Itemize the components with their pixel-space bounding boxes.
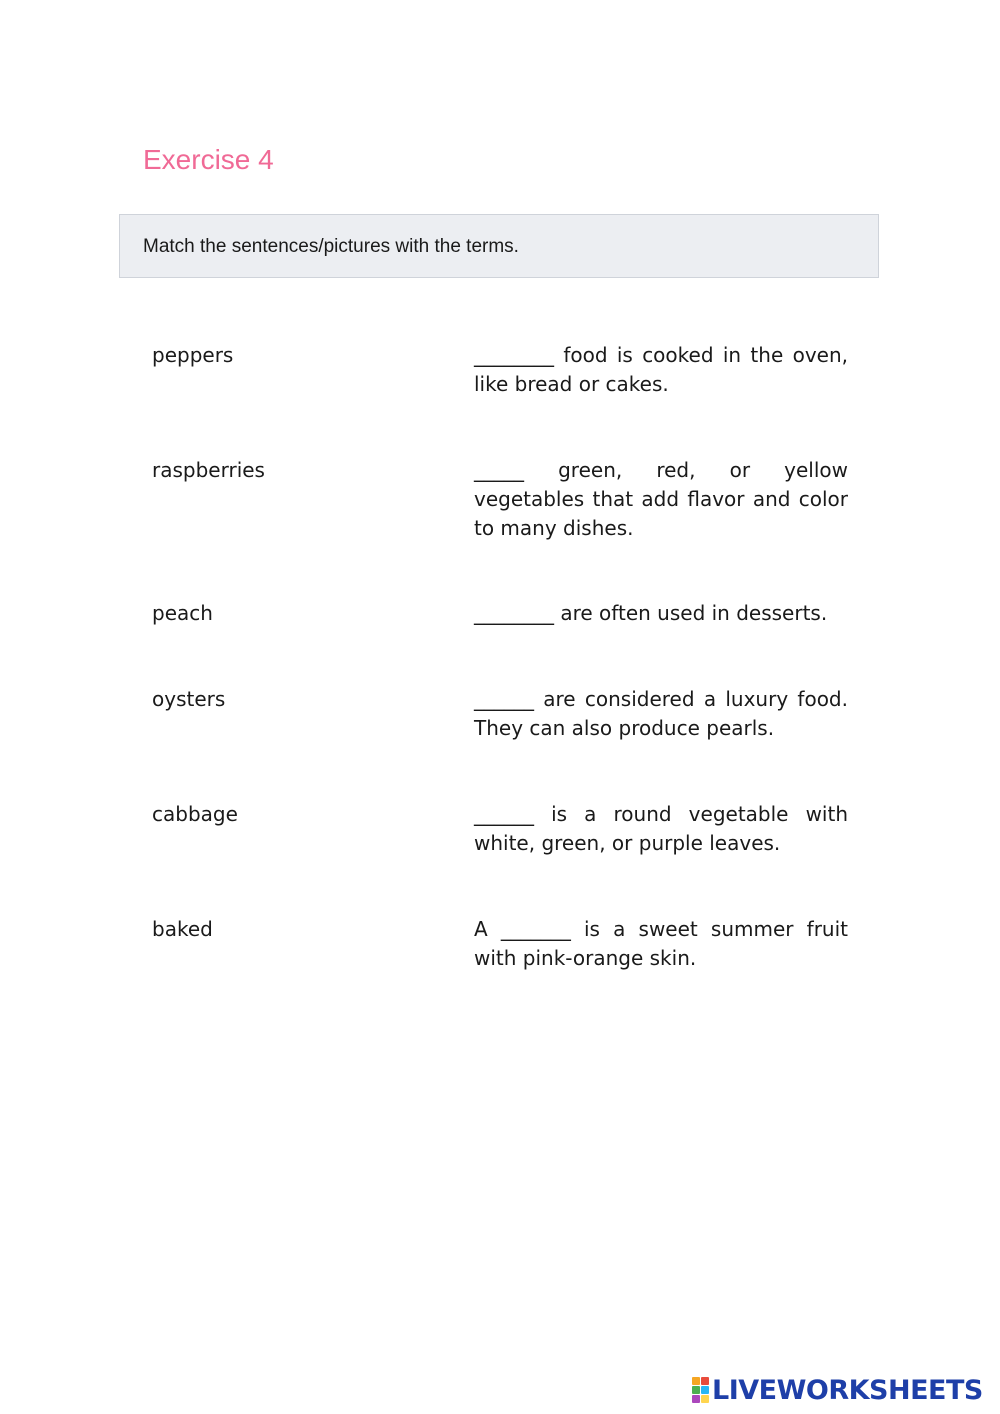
match-row [152,800,848,890]
sentence-item[interactable]: ________ food is cooked in the oven, like bread or cakes. [474,343,848,396]
logo-square [692,1377,700,1385]
sentence-item[interactable]: ________ are often used in desserts. [474,601,828,625]
match-row [152,341,848,431]
sentence-item[interactable]: _____ green, red, or yellow vegetables that add flavor and color to many dishes. [474,458,848,540]
instructions-text: Match the sentences/pictures with the terms. [143,236,519,257]
match-row [152,685,848,775]
term-item[interactable]: peach [152,601,213,625]
logo-square [692,1395,700,1403]
sentence-item[interactable]: ______ is a round vegetable with white, green, or purple leaves. [474,802,848,855]
term-item[interactable]: baked [152,917,213,941]
match-row [152,456,848,546]
brand-name: LIVEWORKSHEETS [712,1374,983,1406]
term-item[interactable]: peppers [152,343,234,367]
instructions-box [119,214,879,278]
liveworksheets-logo-icon [692,1377,709,1403]
match-row [152,915,848,1005]
logo-square [701,1395,709,1403]
term-item[interactable]: oysters [152,687,226,711]
exercise-title: Exercise 4 [143,144,274,175]
logo-square [701,1386,709,1394]
sentence-item[interactable]: A _______ is a sweet summer fruit with pink-orange skin. [474,917,848,970]
term-item[interactable]: raspberries [152,458,265,482]
sentence-item[interactable]: ______ are considered a luxury food. They can also produce pearls. [474,687,848,740]
term-item[interactable]: cabbage [152,802,238,826]
match-row [152,599,848,689]
logo-square [692,1386,700,1394]
liveworksheets-logo [692,1374,983,1406]
logo-square [701,1377,709,1385]
